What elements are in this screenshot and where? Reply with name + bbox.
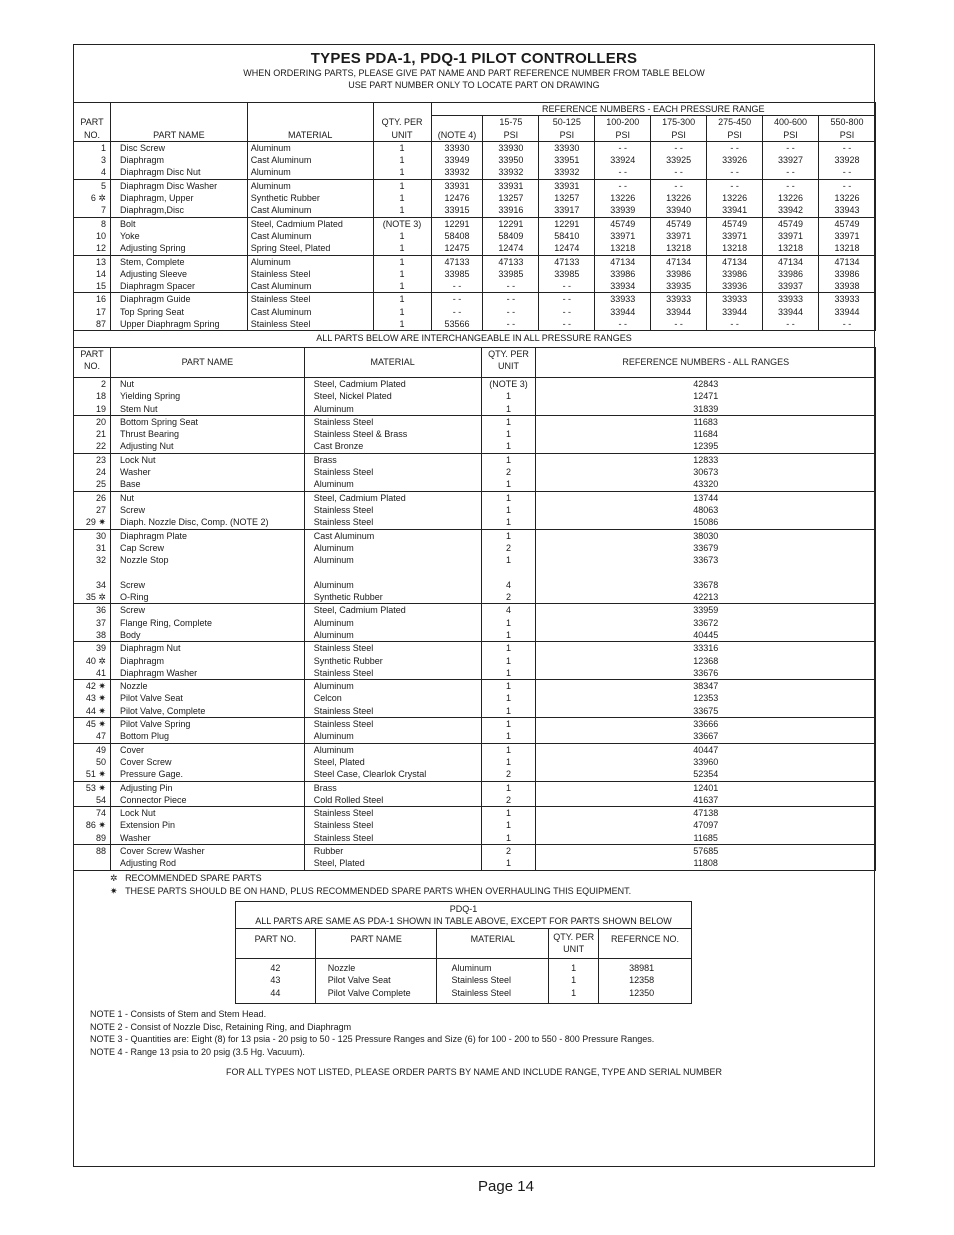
ref-number-cell: 33933 33944 - - — [707, 293, 763, 331]
part-no-cell: 5 6 ✲ 7 — [74, 179, 111, 217]
ref-number-cell: 47134 33986 33934 — [595, 255, 651, 293]
col-header-material: MATERIAL — [437, 929, 549, 959]
pdq1-header — [236, 902, 692, 929]
table-row — [74, 491, 876, 529]
material-cell: Aluminum Celcon Stainless Steel — [304, 680, 481, 718]
col-header-range: 550-800 PSI — [818, 116, 875, 142]
qty-cell: 1 1 1 — [373, 141, 431, 179]
col-header-material: MATERIAL — [304, 348, 481, 378]
material-cell: Stainless Steel Synthetic Rubber Stainless Steel — [304, 642, 481, 680]
ref-number-cell: 47133 33985 - - — [539, 255, 595, 293]
material-cell: Aluminum Synthetic Rubber Cast Aluminum — [247, 179, 373, 217]
part-no-cell: 42 ✷ 43 ✷ 44 ✷ — [74, 680, 111, 718]
col-header-range: 400-600 PSI — [763, 116, 819, 142]
ref-number-cell: - - 13226 33940 — [651, 179, 707, 217]
page-frame — [73, 44, 875, 1167]
table-row — [74, 743, 876, 781]
part-name-cell: Adjusting Pin Connector Piece — [110, 781, 304, 807]
ref-number-cell: 33931 13257 33916 — [483, 179, 539, 217]
qty-cell: 1 1 — [481, 718, 536, 744]
note-2: NOTE 2 - Consist of Nozzle Disc, Retaining Ring, and Diaphragm — [90, 1021, 352, 1032]
part-name-cell: Pilot Valve Spring Bottom Plug — [110, 718, 304, 744]
qty-cell: (NOTE 3) 1 1 — [373, 217, 431, 255]
part-name-cell: Cover Screw Washer Adjusting Rod — [110, 844, 304, 870]
col-header-part-no: PART NO. — [74, 103, 111, 142]
col-header-part-name: PART NAME — [315, 929, 437, 959]
table-row — [74, 453, 876, 491]
part-no-cell: 23 24 25 — [74, 453, 111, 491]
material-cell: Steel, Cadmium Plated Steel, Nickel Plated Aluminum — [304, 378, 481, 416]
ref-number-cell: 45749 33971 13218 — [651, 217, 707, 255]
part-no-cell: 88 — [74, 844, 111, 870]
qty-cell: 1 1 1 — [373, 255, 431, 293]
ref-number-cell: 40447 33960 52354 — [536, 743, 876, 781]
part-name-cell: Bolt Yoke Adjusting Spring — [110, 217, 247, 255]
ref-number-cell: 33931 12476 33915 — [431, 179, 483, 217]
part-no-cell: 13 14 15 — [74, 255, 111, 293]
ref-number-cell: 47133 33985 - - — [483, 255, 539, 293]
pdq1-title: PDQ-1 — [449, 904, 478, 914]
pressure-range-parts-table — [73, 102, 876, 331]
material-cell: Stainless Steel Cast Aluminum Stainless Steel — [247, 293, 373, 331]
qty-cell: 1 1 1 — [481, 642, 536, 680]
part-name-cell: Nut Screw Diaph. Nozzle Disc, Comp. (NOTE 2) — [110, 491, 304, 529]
col-header-part-name: PART NAME — [110, 348, 304, 378]
ref-number-cell: - - 13226 33939 — [595, 179, 651, 217]
table-row — [74, 255, 876, 293]
ref-number-cell: 45749 33971 13218 — [818, 217, 875, 255]
col-header-range: 50-125 PSI — [539, 116, 595, 142]
ref-number-cell: 11683 11684 12395 — [536, 415, 876, 453]
part-no-cell: 36 37 38 — [74, 604, 111, 642]
qty-cell: 1 1 1 — [481, 807, 536, 845]
notes — [90, 1008, 654, 1058]
part-no-cell: 8 10 12 — [74, 217, 111, 255]
qty-cell: 1 1 1 — [481, 491, 536, 529]
ref-number-cell: - - - - 53566 — [431, 293, 483, 331]
ref-number-cell: - - 33924 - - — [595, 141, 651, 179]
pdq1-material: Aluminum Stainless Steel Stainless Steel — [437, 959, 549, 1004]
ref-number-cell: - - 33925 - - — [651, 141, 707, 179]
qty-cell: 2 1 — [481, 844, 536, 870]
col-header-ref-group: REFERENCE NUMBERS - EACH PRESSURE RANGE — [431, 103, 876, 116]
qty-cell: 1 1 1 — [373, 293, 431, 331]
ref-number-cell: 33316 12368 33676 — [536, 642, 876, 680]
ref-number-cell: 38347 12353 33675 — [536, 680, 876, 718]
part-no-cell: 30 31 32 34 35 ✲ — [74, 529, 111, 604]
ref-number-cell: 47134 33986 33938 — [818, 255, 875, 293]
ref-number-cell: 33666 33667 — [536, 718, 876, 744]
page-title: TYPES PDA-1, PDQ-1 PILOT CONTROLLERS — [310, 50, 638, 67]
part-no-cell: 16 17 87 — [74, 293, 111, 331]
table-row — [74, 642, 876, 680]
ref-number-cell: 33933 33944 - - — [818, 293, 875, 331]
qty-cell: 4 1 1 — [481, 604, 536, 642]
material-cell: Brass Stainless Steel Aluminum — [304, 453, 481, 491]
part-name-cell: Diaphragm Disc Washer Diaphragm, Upper Diaphragm,Disc — [110, 179, 247, 217]
ref-number-cell: 42843 12471 31839 — [536, 378, 876, 416]
ref-number-cell: 45749 33971 13218 — [595, 217, 651, 255]
part-name-cell: Stem, Complete Adjusting Sleeve Diaphragm Spacer — [110, 255, 247, 293]
part-name-cell: Cover Cover Screw Pressure Gage. — [110, 743, 304, 781]
material-cell: Steel, Cadmium Plated Stainless Steel Stainless Steel — [304, 491, 481, 529]
part-name-cell: Nozzle Pilot Valve Seat Pilot Valve, Complete — [110, 680, 304, 718]
ref-number-cell: - - - - - - — [483, 293, 539, 331]
material-cell: Stainless Steel Stainless Steel & Brass Cast Bronze — [304, 415, 481, 453]
table-row — [74, 781, 876, 807]
qty-cell: (NOTE 3) 1 1 — [481, 378, 536, 416]
part-number-instruction: USE PART NUMBER ONLY TO LOCATE PART ON DRAWING — [348, 80, 600, 90]
ref-number-cell: 47133 33985 - - — [431, 255, 483, 293]
table-row — [74, 680, 876, 718]
col-header-range: 100-200 PSI — [595, 116, 651, 142]
material-cell: Brass Cold Rolled Steel — [304, 781, 481, 807]
legend — [110, 872, 631, 897]
ref-number-cell: 12291 58410 12474 — [539, 217, 595, 255]
ref-number-cell: - - 13226 33943 — [818, 179, 875, 217]
part-name-cell: Disc Screw Diaphragm Diaphragm Disc Nut — [110, 141, 247, 179]
material-cell: Rubber Steel, Plated — [304, 844, 481, 870]
overhaul-legend-text: THESE PARTS SHOULD BE ON HAND, PLUS RECOMMENDED SPARE PARTS WHEN OVERHAULING THIS EQUIPMENT. — [125, 885, 632, 896]
ref-number-cell: 12291 58408 12475 — [431, 217, 483, 255]
qty-cell: 1 2 1 — [481, 453, 536, 491]
col-header-range: 275-450 PSI — [707, 116, 763, 142]
table-row — [74, 378, 876, 416]
part-name-cell: Nut Yielding Spring Stem Nut — [110, 378, 304, 416]
col-header-ref: REFERENCE NUMBERS - ALL RANGES — [536, 348, 876, 378]
ref-number-cell: 12291 58409 12474 — [483, 217, 539, 255]
material-cell: Stainless Steel Aluminum — [304, 718, 481, 744]
part-no-cell: 53 ✷ 54 — [74, 781, 111, 807]
col-header-range: 15-75 PSI — [483, 116, 539, 142]
note-3: NOTE 3 - Quantities are: Eight (8) for 13 psia - 20 psig to 50 - 125 Pressure Ranges and Size (6) for 100 - 200 to 550 - 800 Pressure Ranges. — [90, 1034, 655, 1044]
ordering-instruction: WHEN ORDERING PARTS, PLEASE GIVE PAT NAME AND PART REFERENCE NUMBER FROM TABLE BELOW — [243, 68, 705, 78]
spare-legend-text: RECOMMENDED SPARE PARTS — [125, 873, 262, 883]
pdq1-part-name: Nozzle Pilot Valve Seat Pilot Valve Complete — [315, 959, 437, 1004]
ref-number-cell: 47134 33986 33937 — [763, 255, 819, 293]
ref-number-cell: 33930 33951 33932 — [539, 141, 595, 179]
ref-number-cell: - - 33928 - - — [818, 141, 875, 179]
part-name-cell: Diaphragm Nut Diaphragm Diaphragm Washer — [110, 642, 304, 680]
table-row — [74, 415, 876, 453]
interchangeable-note: ALL PARTS BELOW ARE INTERCHANGEABLE IN ALL PRESSURE RANGES — [74, 330, 874, 348]
part-name-cell: Screw Flange Ring, Complete Body — [110, 604, 304, 642]
part-no-cell: 26 27 29 ✷ — [74, 491, 111, 529]
part-name-cell: Diaphragm Guide Top Spring Seat Upper Diaphragm Spring — [110, 293, 247, 331]
ref-number-cell: 33933 33944 - - — [763, 293, 819, 331]
qty-cell: 1 2 — [481, 781, 536, 807]
material-cell: Cast Aluminum Aluminum Aluminum Aluminum Synthetic Rubber — [304, 529, 481, 604]
footer-instruction: FOR ALL TYPES NOT LISTED, PLEASE ORDER PARTS BY NAME AND INCLUDE RANGE, TYPE AND SERIAL NUMBER — [226, 1067, 722, 1077]
ref-number-cell: 33931 13257 33917 — [539, 179, 595, 217]
part-no-cell: 1 3 4 — [74, 141, 111, 179]
ref-number-cell: - - 33927 - - — [763, 141, 819, 179]
pdq1-qty: 1 1 1 — [549, 959, 599, 1004]
table-row — [74, 529, 876, 604]
material-cell: Aluminum Cast Aluminum Aluminum — [247, 141, 373, 179]
ref-number-cell: 33930 33949 33932 — [431, 141, 483, 179]
ref-number-cell: 13744 48063 15086 — [536, 491, 876, 529]
part-name-cell: Diaphragm Plate Cap Screw Nozzle Stop Screw O-Ring — [110, 529, 304, 604]
col-header-ref: REFERNCE NO. — [599, 929, 692, 959]
part-no-cell: 74 86 ✷ 89 — [74, 807, 111, 845]
qty-cell: 1 1 1 — [481, 680, 536, 718]
table-row — [74, 718, 876, 744]
ref-number-cell: 33930 33950 33932 — [483, 141, 539, 179]
material-cell: Stainless Steel Stainless Steel Stainless Steel — [304, 807, 481, 845]
page-number: Page 14 — [478, 1178, 534, 1195]
qty-cell: 1 1 1 — [373, 179, 431, 217]
col-header-range: (NOTE 4) — [431, 116, 483, 142]
ref-number-cell: 38030 33679 33673 33678 42213 — [536, 529, 876, 604]
table-row — [74, 807, 876, 845]
ref-number-cell: - - 13226 33941 — [707, 179, 763, 217]
table-row — [74, 293, 876, 331]
ref-number-cell: 33933 33944 - - — [595, 293, 651, 331]
table-row — [74, 141, 876, 179]
ref-number-cell: 33933 33944 - - — [651, 293, 707, 331]
part-no-cell: 49 50 51 ✷ — [74, 743, 111, 781]
ref-number-cell: 47134 33986 33936 — [707, 255, 763, 293]
col-header-qty: QTY. PER UNIT — [549, 929, 599, 959]
material-cell: Steel, Cadmium Plated Cast Aluminum Spring Steel, Plated — [247, 217, 373, 255]
ref-number-cell: - - - - - - — [539, 293, 595, 331]
table-row — [74, 604, 876, 642]
pdq1-part-no: 42 43 44 — [236, 959, 316, 1004]
col-header-part-no: PART NO. — [236, 929, 316, 959]
overhaul-symbol: ✷ — [110, 885, 118, 896]
qty-cell: 1 1 1 — [481, 415, 536, 453]
part-name-cell: Lock Nut Washer Base — [110, 453, 304, 491]
ref-number-cell: 47138 47097 11685 — [536, 807, 876, 845]
table-row — [74, 217, 876, 255]
material-cell: Aluminum Steel, Plated Steel Case, Clearlok Crystal — [304, 743, 481, 781]
col-header-qty: QTY. PER UNIT — [373, 103, 431, 142]
pdq1-ref: 38981 12358 12350 — [599, 959, 692, 1004]
table-row — [74, 844, 876, 870]
ref-number-cell: 33959 33672 40445 — [536, 604, 876, 642]
part-no-cell: 45 ✷ 47 — [74, 718, 111, 744]
qty-cell: 1 2 1 4 2 — [481, 529, 536, 604]
ref-number-cell: 57685 11808 — [536, 844, 876, 870]
col-header-material: MATERIAL — [247, 103, 373, 142]
pdq1-parts-table — [235, 901, 692, 1004]
interchangeable-parts-table — [73, 347, 876, 871]
ref-number-cell: 12401 41637 — [536, 781, 876, 807]
part-no-cell: 20 21 22 — [74, 415, 111, 453]
spare-symbol: ✲ — [110, 873, 118, 883]
col-header-range: 175-300 PSI — [651, 116, 707, 142]
part-no-cell: 2 18 19 — [74, 378, 111, 416]
material-cell: Aluminum Stainless Steel Cast Aluminum — [247, 255, 373, 293]
col-header-part-name: PART NAME — [110, 103, 247, 142]
part-name-cell: Lock Nut Extension Pin Washer — [110, 807, 304, 845]
qty-cell: 1 1 2 — [481, 743, 536, 781]
ref-number-cell: 12833 30673 43320 — [536, 453, 876, 491]
part-no-cell: 39 40 ✲ 41 — [74, 642, 111, 680]
col-header-part-no: PART NO. — [74, 348, 111, 378]
col-header-qty: QTY. PER UNIT — [481, 348, 536, 378]
part-name-cell: Bottom Spring Seat Thrust Bearing Adjusting Nut — [110, 415, 304, 453]
note-4: NOTE 4 - Range 13 psia to 20 psig (3.5 Hg. Vacuum). — [90, 1046, 305, 1057]
ref-number-cell: 45749 33971 13218 — [763, 217, 819, 255]
table-row — [74, 179, 876, 217]
material-cell: Steel, Cadmium Plated Aluminum Aluminum — [304, 604, 481, 642]
pdq1-subtitle: ALL PARTS ARE SAME AS PDA-1 SHOWN IN TABLE ABOVE, EXCEPT FOR PARTS SHOWN BELOW — [255, 916, 672, 926]
note-1: NOTE 1 - Consists of Stem and Stem Head. — [90, 1009, 267, 1019]
ref-number-cell: - - 33926 - - — [707, 141, 763, 179]
ref-number-cell: - - 13226 33942 — [763, 179, 819, 217]
ref-number-cell: 45749 33971 13218 — [707, 217, 763, 255]
ref-number-cell: 47134 33986 33935 — [651, 255, 707, 293]
